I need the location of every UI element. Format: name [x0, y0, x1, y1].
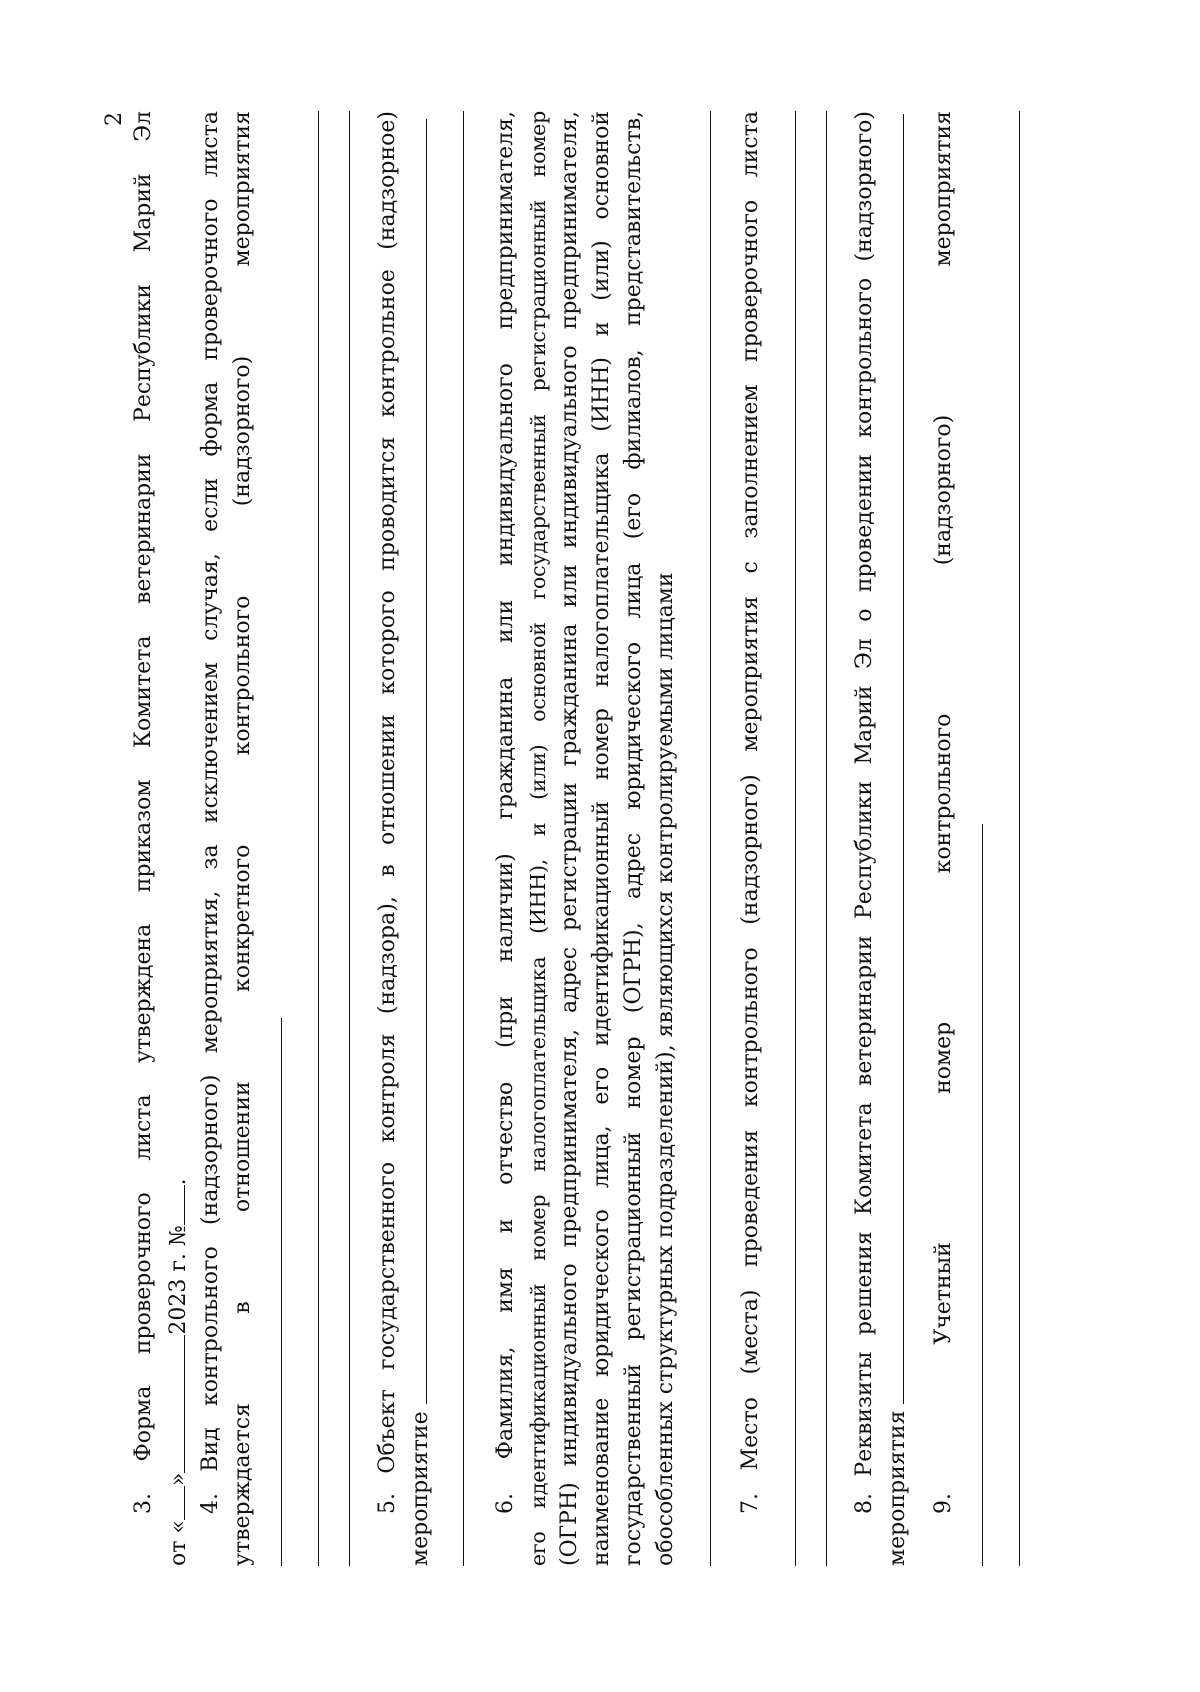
item-6: [490, 111, 554, 1566]
item-3: [128, 111, 160, 1566]
item-8-answer-field[interactable]: [881, 114, 904, 1404]
item-5: [372, 111, 404, 1566]
item-4-line-1: 4. Вид контрольного (надзорного) мероприятия, за исключением случая, если форма проверочного листа: [198, 111, 223, 1514]
page-number: 2: [102, 112, 127, 126]
item-6-line-3: (ОГРН) индивидуального предпринимателя, адрес регистрации гражданина или индивидуального предпринимателя,: [557, 111, 582, 1566]
item-3-line-1: 3. Форма проверочного листа утверждена приказом Комитета ветеринарии Республики Марий Эл: [131, 111, 156, 1514]
item-3-date-line: [160, 111, 195, 1566]
checklist-form: [128, 111, 1020, 1566]
item-3-from-label: от «: [166, 1520, 191, 1566]
item-5-line-1: 5. Объект государственного контроля (надзора), в отношении которого проводится контрольное (надзорное): [375, 111, 400, 1514]
item-4-line-2: утверждается в отношении конкретного контрольного (надзорного) мероприятия: [230, 111, 255, 1566]
item-9: [928, 111, 993, 1566]
item-9-answer-field[interactable]: [960, 824, 983, 1566]
item-5-line-2: мероприятие: [408, 1411, 433, 1566]
item-4-line-2-row: [227, 111, 292, 1566]
item-8-line-1: 8. Реквизиты решения Комитета ветеринарии Республики Марий Эл о проведении контрольного (надзорного): [852, 111, 877, 1514]
item-3-quote-close: »: [166, 1472, 191, 1487]
item-4: [195, 111, 227, 1566]
item-5-answer-field[interactable]: [404, 119, 427, 1404]
item-4-answer-field[interactable]: [259, 1018, 282, 1566]
item-8: [849, 111, 881, 1566]
item-8-line-2-row: [881, 111, 914, 1566]
item-6-line-5: государственный регистрационный номер (ОГРН), адрес юридического лица (его филиалов, представительств,: [621, 111, 646, 1566]
item-3-year-number: 2023 г. №: [166, 1225, 191, 1335]
item-6-cont: [554, 111, 682, 1566]
item-7-line-1: 7. Место (места) проведения контрольного (надзорного) мероприятия с заполнением проверочного листа: [738, 111, 763, 1514]
item-6-line-4: наименование юридического лица, его идентификационный номер налогоплательщика (ИНН) и (или) основной: [589, 111, 614, 1566]
item-9-line-1: 9. Учетный номер контрольного (надзорного) мероприятия: [931, 111, 956, 1514]
item-9-answer-rule-1[interactable]: [1019, 111, 1020, 1566]
item-3-day-field[interactable]: [160, 1486, 185, 1520]
item-3-period: .: [166, 1178, 191, 1186]
item-3-month-field[interactable]: [160, 1335, 185, 1473]
item-6-line-1: 6. Фамилия, имя и отчество (при наличии) гражданина или индивидуального предпринимателя,: [493, 111, 518, 1514]
item-7: [735, 111, 767, 1566]
item-5-line-2-row: [404, 111, 437, 1566]
item-8-line-2: мероприятия: [885, 1410, 910, 1566]
item-6-line-2: его идентификационный номер налогоплательщика (ИНН), и (или) основной государственный регистрационный номер: [526, 111, 550, 1566]
item-6-line-6: обособленных структурных подразделений), являющихся контролируемыми лицами: [653, 572, 678, 1566]
item-3-number-field[interactable]: [160, 1185, 185, 1225]
